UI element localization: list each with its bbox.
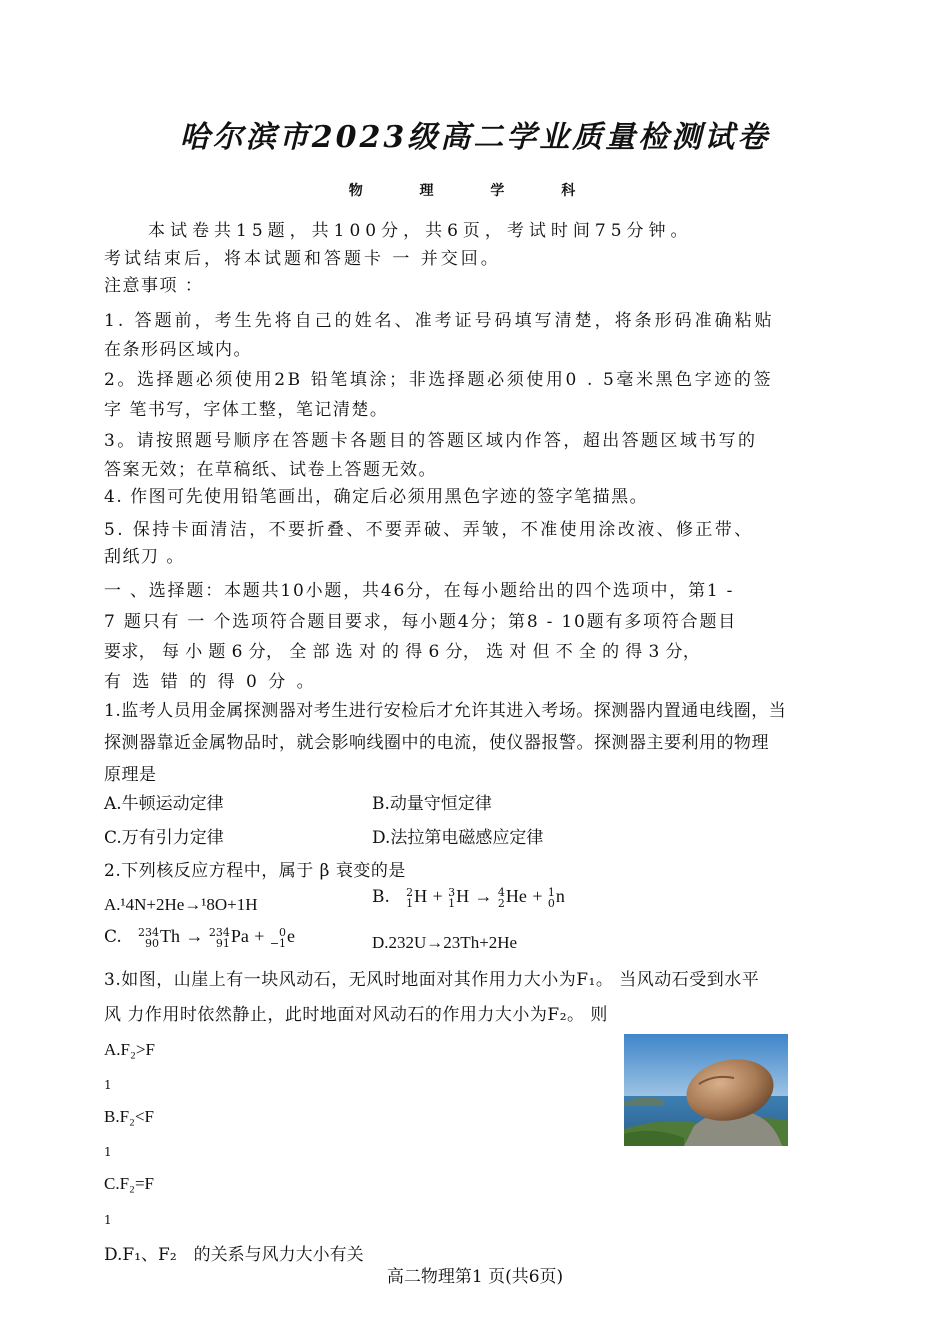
subscript-digit: 1 (104, 1213, 112, 1227)
note-line: 2。选择题必须使用2B 铅笔填涂；非选择题必须使用0 . 5毫米黑色字迹的签 (104, 370, 774, 390)
note-line: 4. 作图可先使用铅笔画出，确定后必须用黑色字迹的签字笔描黑。 (104, 487, 649, 507)
section-line: 一 、选择题：本题共10小题，共46分，在每小题给出的四个选项中，第1 - (104, 581, 735, 601)
nuclide-symbol: He (505, 886, 527, 906)
nuclide-isotope: 234 91 (208, 925, 230, 950)
question-1-option-c: C.万有引力定律 (104, 828, 224, 848)
subject-heading: 物 理 学 科 (348, 183, 602, 199)
balancing-rock-photo (624, 1034, 788, 1146)
question-2-option-c (104, 926, 295, 949)
question-3-option-d: D.F₁、F₂ 的关系与风力大小有关 (104, 1245, 364, 1265)
page-footer: 高二物理第1 页(共6页) (386, 1267, 564, 1287)
note-line: 在条形码区域内。 (104, 340, 252, 360)
question-3-option-a: A.F₂>F (104, 1040, 155, 1059)
question-1-stem: 原理是 (104, 765, 157, 785)
question-3-stem: 3.如图，山崖上有一块风动石，无风时地面对其作用力大小为F₁。 当风动石受到水平 (104, 970, 760, 990)
option-label: C. (104, 927, 122, 947)
nuclide-symbol: e (287, 926, 296, 946)
intro-line: 本试卷共15题，共100分，共6页，考试时间75分钟。 (148, 221, 693, 241)
nuclide-isotope: 234 90 (138, 925, 160, 950)
nuclide-symbol: n (555, 886, 565, 906)
question-1-option-b: B.动量守恒定律 (372, 794, 492, 814)
plus-sign: + (432, 886, 443, 906)
plus-sign: + (532, 886, 543, 906)
nuclide-symbol: H (456, 886, 470, 906)
option-label: B. (372, 887, 390, 907)
nuclide-isotope: 3 1 (448, 885, 456, 910)
subscript-digit: 1 (104, 1145, 112, 1159)
notes-heading: 注意事项 ： (104, 276, 204, 296)
note-line: 答案无效；在草稿纸、试卷上答题无效。 (104, 460, 437, 480)
note-line: 1. 答题前，考生先将自己的姓名、准考证号码填写清楚，将条形码准确粘贴 (104, 311, 775, 331)
question-2-stem: 2.下列核反应方程中，属于 β 衰变的是 (104, 861, 406, 881)
nuclide-symbol: H (414, 886, 428, 906)
nuclide-isotope: 4 2 (497, 885, 505, 910)
question-3-option-b: B.F₂<F (104, 1107, 155, 1126)
subscript-digit: 1 (104, 1078, 112, 1092)
note-line: 5. 保持卡面清洁，不要折叠、不要弄破、弄皱，不准使用涂改液、修正带、 (104, 520, 754, 540)
nuclide-symbol: Pa (230, 926, 249, 946)
question-1-stem: 探测器靠近金属物品时，就会影响线圈中的电流，使仪器报警。探测器主要利用的物理 (104, 733, 769, 753)
nuclide-isotope: 2 1 (406, 885, 414, 910)
nuclide-symbol: Th (160, 926, 181, 946)
plus-sign: + (254, 926, 265, 946)
intro-line: 考试结束后，将本试题和答题卡 一 并交回。 (104, 249, 501, 269)
question-2-option-a: A.¹4N+2He→¹8O+1H (104, 895, 258, 914)
note-line: 字 笔书写，字体工整，笔记清楚。 (104, 400, 389, 420)
section-line: 要求， 每 小 题 6 分， 全 部 选 对 的 得 6 分， 选 对 但 不 全 的 得 3 分， (104, 642, 701, 662)
nuclide-isotope: 0 −1 (269, 925, 287, 950)
question-1-option-a: A.牛顿运动定律 (104, 794, 224, 814)
arrow-symbol: → (185, 926, 204, 946)
question-2-option-b (372, 886, 565, 909)
question-1-option-d: D.法拉第电磁感应定律 (372, 828, 544, 848)
note-line: 刮纸刀 。 (104, 547, 185, 567)
question-2-option-d: D.232U→23Th+2He (372, 933, 518, 952)
section-line: 7 题只有 一 个选项符合题目要求，每小题4分；第8 - 10题有多项符合题目 (104, 612, 738, 632)
question-3-stem: 风 力作用时依然静止，此时地面对风动石的作用力大小为F₂。 则 (104, 1005, 608, 1025)
section-line: 有 选 错 的 得 0 分 。 (104, 672, 317, 692)
arrow-symbol: → (474, 886, 493, 906)
question-1-stem: 1.监考人员用金属探测器对考生进行安检后才允许其进入考场。探测器内置通电线圈，当 (104, 701, 787, 721)
page-title: 哈尔滨市2023级高二学业质量检测试卷 (179, 120, 771, 155)
note-line: 3。请按照题号顺序在答题卡各题目的答题区域内作答，超出答题区域书写的 (104, 431, 758, 451)
question-3-option-c: C.F₂=F (104, 1174, 155, 1193)
nuclide-isotope: 1 0 (547, 885, 555, 910)
